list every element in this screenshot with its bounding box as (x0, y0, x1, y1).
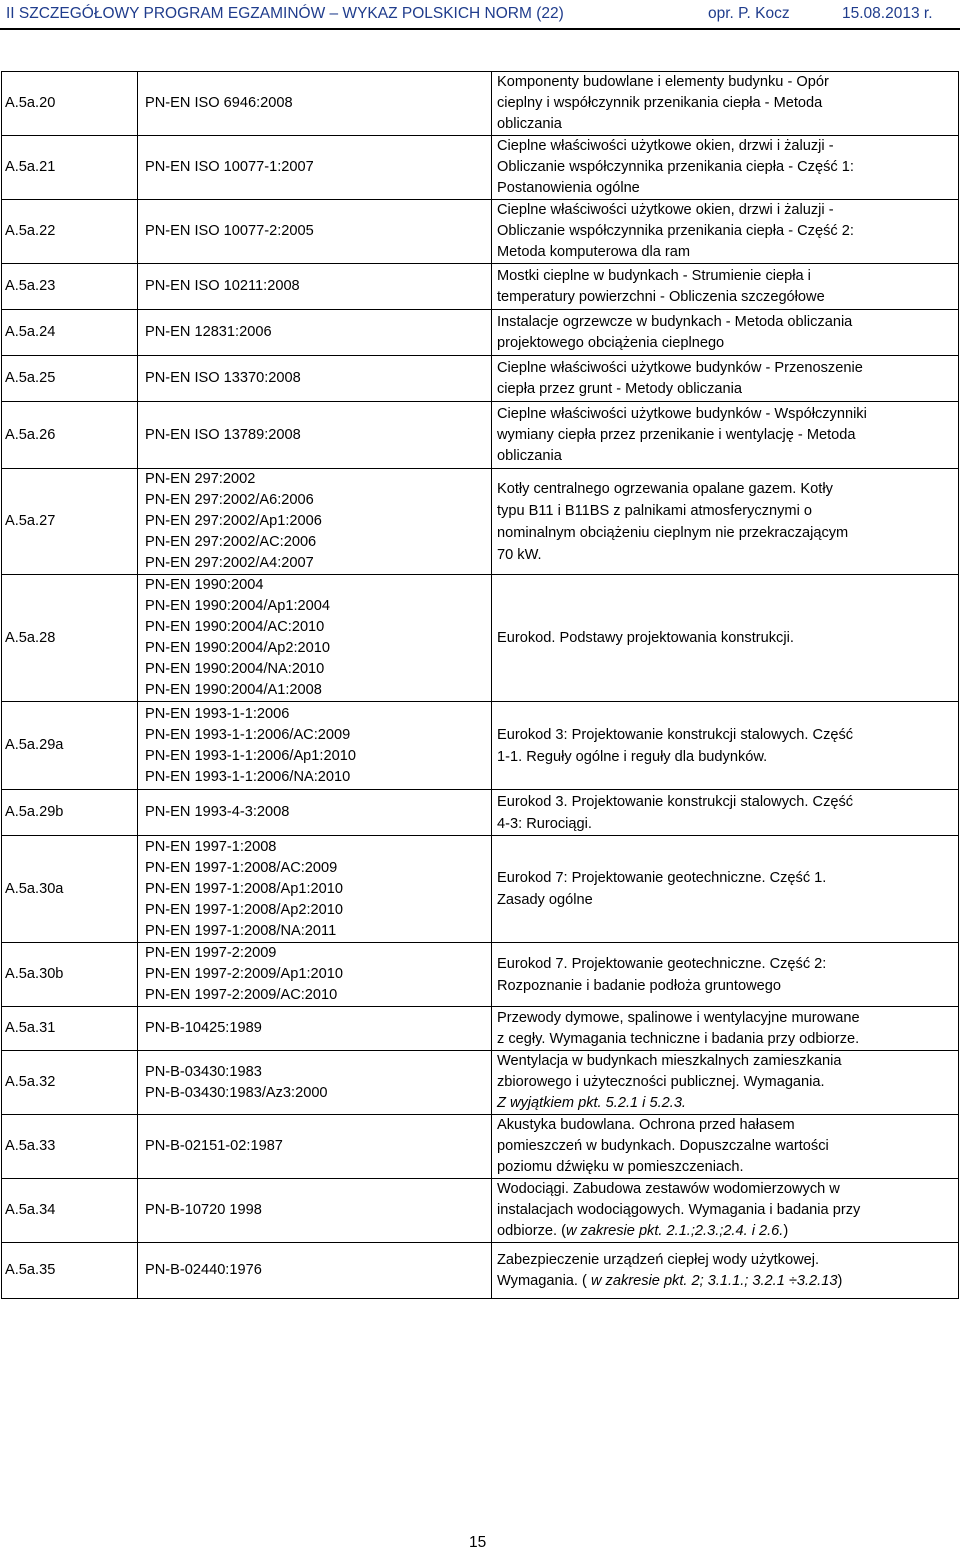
row-code: A.5a.27 (2, 469, 138, 575)
page-number: 15 (469, 1534, 487, 1551)
header-title: II SZCZEGÓŁOWY PROGRAM EGZAMINÓW – WYKAZ POLSKICH NORM (22) (6, 5, 564, 22)
row-code: A.5a.26 (2, 402, 138, 469)
norm-number: PN-EN 12831:2006 (145, 324, 272, 340)
row-code: A.5a.32 (2, 1051, 138, 1115)
norm-number: PN-EN 1997-2:2009/Ap1:2010 (145, 966, 343, 982)
description-line: 70 kW. (497, 546, 542, 563)
description-line: Wodociągi. Zabudowa zestawów wodomierzowych w (497, 1181, 840, 1197)
row-code: A.5a.29a (2, 702, 138, 790)
row-code: A.5a.29b (2, 790, 138, 836)
table-row (2, 702, 959, 790)
row-norms (138, 72, 492, 136)
description-line: Instalacje ogrzewcze w budynkach - Metoda obliczania (497, 313, 853, 330)
table-row (2, 1051, 959, 1115)
description-line: zbiorowego i użyteczności publicznej. Wymagania. (497, 1074, 825, 1090)
description-line: Wentylacja w budynkach mieszkalnych zamieszkania (497, 1053, 842, 1069)
row-description (492, 72, 959, 136)
table-row (2, 1007, 959, 1051)
row-norms (138, 836, 492, 943)
description-line: Postanowienia ogólne (497, 180, 640, 196)
description-line: obliczania (497, 116, 562, 132)
norm-number: PN-EN ISO 6946:2008 (145, 95, 293, 111)
table-row (2, 402, 959, 469)
norm-number: PN-EN 1990:2004/A1:2008 (145, 682, 322, 698)
page-header (0, 0, 960, 30)
row-norms (138, 136, 492, 200)
description-line: Cieplne właściwości użytkowe okien, drzwi i żaluzji - (497, 138, 834, 154)
row-norms (138, 402, 492, 469)
row-code: A.5a.24 (2, 310, 138, 356)
row-description (492, 356, 959, 402)
table-row (2, 72, 959, 136)
norm-number: PN-EN 297:2002/A4:2007 (145, 555, 314, 571)
description-line: Obliczanie współczynnika przenikania ciepła - Część 1: (497, 159, 854, 175)
description-line: Eurokod 3. Projektowanie konstrukcji stalowych. Część (497, 793, 854, 810)
description-line: Rozpoznanie i badanie podłoża gruntowego (497, 977, 781, 994)
row-norms (138, 1179, 492, 1243)
norms-table (1, 71, 959, 1299)
table-row (2, 356, 959, 402)
row-description (492, 702, 959, 790)
row-description (492, 1051, 959, 1115)
table-row (2, 136, 959, 200)
description-line: Eurokod 7: Projektowanie geotechniczne. Część 1. (497, 870, 827, 886)
norm-number: PN-EN ISO 13789:2008 (145, 426, 301, 443)
row-code: A.5a.31 (2, 1007, 138, 1051)
table-row (2, 310, 959, 356)
row-code: A.5a.22 (2, 200, 138, 264)
norm-number: PN-B-02440:1976 (145, 1262, 262, 1278)
row-norms (138, 356, 492, 402)
norm-number: PN-EN 297:2002/A6:2006 (145, 492, 314, 508)
norm-number: PN-EN 1997-1:2008/Ap1:2010 (145, 880, 343, 897)
norm-number: PN-EN 1997-1:2008/Ap2:2010 (145, 901, 343, 918)
row-code: A.5a.20 (2, 72, 138, 136)
norm-number: PN-EN 1990:2004/AC:2010 (145, 619, 325, 635)
row-description (492, 310, 959, 356)
row-code: A.5a.23 (2, 264, 138, 310)
row-description (492, 790, 959, 836)
row-code: A.5a.30a (2, 836, 138, 943)
description-line: Komponenty budowlane i elementy budynku - Opór (497, 74, 829, 90)
description-line: Eurokod 7. Projektowanie geotechniczne. Część 2: (497, 955, 827, 972)
norm-number: PN-B-02151-02:1987 (145, 1138, 283, 1154)
description-line: poziomu dźwięku w pomieszczeniach. (497, 1159, 744, 1175)
table-row (2, 1179, 959, 1243)
norm-number: PN-EN 1990:2004/NA:2010 (145, 661, 325, 677)
norm-number: PN-EN 1997-2:2009/AC:2010 (145, 987, 338, 1003)
description-line: Wymagania. ( w zakresie pkt. 2; 3.1.1.; 3.2.1 ÷3.2.13) (497, 1272, 843, 1289)
row-description (492, 264, 959, 310)
row-code: A.5a.33 (2, 1115, 138, 1179)
row-norms (138, 575, 492, 702)
row-description (492, 469, 959, 575)
norm-number: PN-EN 1990:2004/Ap2:2010 (145, 640, 330, 656)
row-norms (138, 1051, 492, 1115)
norm-number: PN-EN 1997-1:2008 (145, 838, 277, 855)
table-row (2, 1115, 959, 1179)
row-norms (138, 1007, 492, 1051)
row-code: A.5a.30b (2, 943, 138, 1007)
norm-number: PN-B-03430:1983 (145, 1063, 262, 1080)
description-line: cieplny i współczynnik przenikania ciepła - Metoda (497, 95, 823, 111)
norm-number: PN-EN 1997-1:2008/AC:2009 (145, 859, 338, 876)
row-code: A.5a.34 (2, 1179, 138, 1243)
description-line: Zabezpieczenie urządzeń ciepłej wody użytkowej. (497, 1251, 820, 1268)
row-norms (138, 1243, 492, 1299)
table-row (2, 264, 959, 310)
description-line: Zasady ogólne (497, 892, 593, 908)
norm-number: PN-EN ISO 13370:2008 (145, 370, 301, 386)
description-line: Z wyjątkiem pkt. 5.2.1 i 5.2.3. (497, 1095, 686, 1111)
row-description (492, 1243, 959, 1299)
table-row (2, 575, 959, 702)
row-norms (138, 200, 492, 264)
table-row (2, 469, 959, 575)
header-date: 15.08.2013 r. (842, 5, 933, 22)
description-line: wymiany ciepła przez przenikanie i wentylację - Metoda (497, 426, 856, 443)
row-code: A.5a.25 (2, 356, 138, 402)
row-norms (138, 1115, 492, 1179)
table-row (2, 943, 959, 1007)
row-description (492, 1179, 959, 1243)
description-line: nominalnym obciążeniu cieplnym nie przekraczającym (497, 524, 849, 541)
row-description (492, 836, 959, 943)
norm-number: PN-EN ISO 10077-2:2005 (145, 223, 314, 239)
row-code: A.5a.21 (2, 136, 138, 200)
row-norms (138, 702, 492, 790)
table-row (2, 200, 959, 264)
description-line: Cieplne właściwości użytkowe budynków - Współczynniki (497, 405, 867, 422)
row-code: A.5a.35 (2, 1243, 138, 1299)
description-line: Akustyka budowlana. Ochrona przed hałasem (497, 1117, 795, 1133)
row-norms (138, 264, 492, 310)
table-row (2, 1243, 959, 1299)
norm-number: PN-EN 297:2002/AC:2006 (145, 534, 317, 550)
norm-number: PN-EN 1990:2004 (145, 577, 264, 593)
norm-number: PN-EN 1993-4-3:2008 (145, 804, 290, 820)
norm-number: PN-EN ISO 10211:2008 (145, 278, 300, 294)
description-line: Kotły centralnego ogrzewania opalane gazem. Kotły (497, 480, 833, 497)
row-norms (138, 310, 492, 356)
row-norms (138, 469, 492, 575)
description-line: Metoda komputerowa dla ram (497, 244, 691, 260)
description-line: Przewody dymowe, spalinowe i wentylacyjne murowane (497, 1009, 860, 1026)
description-line: instalacjach wodociągowych. Wymagania i badania przy (497, 1202, 861, 1218)
description-line: odbiorze. (w zakresie pkt. 2.1.;2.3.;2.4. i 2.6.) (497, 1223, 789, 1239)
description-line: projektowego obciążenia cieplnego (497, 334, 725, 351)
description-line: ciepła przez grunt - Metody obliczania (497, 380, 742, 397)
row-description (492, 1115, 959, 1179)
description-line: z cegły. Wymagania techniczne i badania przy odbiorze. (497, 1030, 860, 1047)
row-description (492, 575, 959, 702)
description-line: Mostki cieplne w budynkach - Strumienie ciepła i (497, 267, 811, 284)
row-norms (138, 943, 492, 1007)
table-row (2, 836, 959, 943)
norm-number: PN-EN 1997-2:2009 (145, 945, 277, 961)
norm-number: PN-EN 1993-1-1:2006/Ap1:2010 (145, 747, 356, 764)
table-row (2, 790, 959, 836)
row-code: A.5a.28 (2, 575, 138, 702)
header-author: opr. P. Kocz (708, 5, 790, 22)
row-description (492, 136, 959, 200)
description-line: Obliczanie współczynnika przenikania ciepła - Część 2: (497, 223, 854, 239)
norm-number: PN-EN 1993-1-1:2006/NA:2010 (145, 768, 351, 785)
description-line: temperatury powierzchni - Obliczenia szczegółowe (497, 288, 825, 305)
description-line: 1-1. Reguły ogólne i reguły dla budynków. (497, 748, 768, 765)
norm-number: PN-EN 1990:2004/Ap1:2004 (145, 598, 330, 614)
norm-number: PN-B-10425:1989 (145, 1020, 262, 1036)
norm-number: PN-EN ISO 10077-1:2007 (145, 159, 314, 175)
italic-fragment: w zakresie pkt. 2; 3.1.1.; 3.2.1 ÷3.2.13 (590, 1272, 838, 1289)
row-description (492, 943, 959, 1007)
description-line: 4-3: Rurociągi. (497, 815, 592, 832)
description-line: Cieplne właściwości użytkowe okien, drzwi i żaluzji - (497, 202, 834, 218)
description-line: Eurokod. Podstawy projektowania konstrukcji. (497, 630, 794, 646)
norm-number: PN-B-10720 1998 (145, 1202, 262, 1218)
norm-number: PN-B-03430:1983/Az3:2000 (145, 1084, 328, 1101)
norm-number: PN-EN 297:2002/Ap1:2006 (145, 513, 322, 529)
norm-number: PN-EN 1993-1-1:2006 (145, 705, 290, 722)
norm-number: PN-EN 1993-1-1:2006/AC:2009 (145, 726, 351, 743)
italic-fragment: w zakresie pkt. 2.1.;2.3.;2.4. i 2.6. (565, 1223, 784, 1239)
description-line: Eurokod 3: Projektowanie konstrukcji stalowych. Część (497, 726, 854, 743)
row-description (492, 1007, 959, 1051)
description-line: pomieszczeń w budynkach. Dopuszczalne wartości (497, 1138, 829, 1154)
norms-table-body (2, 72, 959, 1299)
norm-number: PN-EN 297:2002 (145, 471, 256, 487)
description-line: obliczania (497, 447, 562, 464)
row-norms (138, 790, 492, 836)
description-line: typu B11 i B11BS z palnikami atmosferycznymi o (497, 502, 812, 519)
row-description (492, 402, 959, 469)
description-line: Cieplne właściwości użytkowe budynków - Przenoszenie (497, 359, 863, 376)
norm-number: PN-EN 1997-1:2008/NA:2011 (145, 922, 337, 939)
row-description (492, 200, 959, 264)
